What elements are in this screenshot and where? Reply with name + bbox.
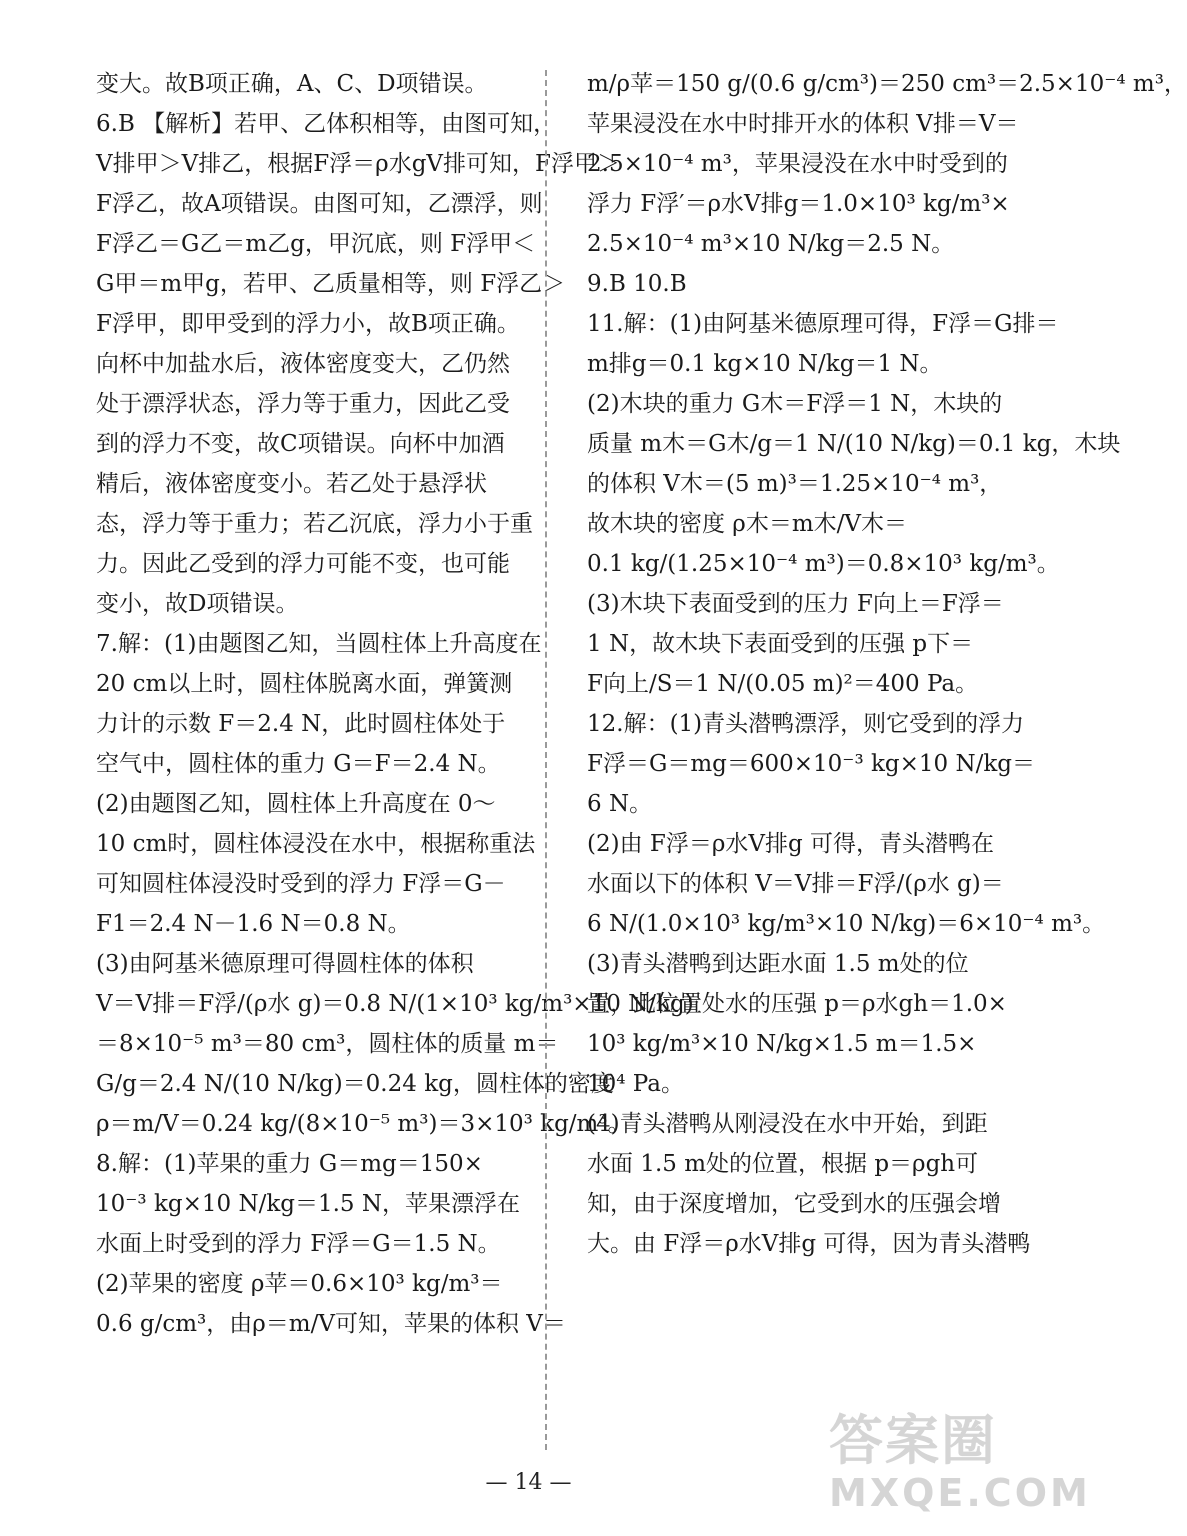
- text-line: 20 cm以上时，圆柱体脱离水面，弹簧测: [96, 671, 513, 697]
- text-line: 态，浮力等于重力；若乙沉底，浮力小于重: [96, 511, 533, 537]
- text-line: ＝8×10⁻⁵ m³＝80 cm³，圆柱体的质量 m＝: [96, 1031, 559, 1057]
- text-line: 变大。故B项正确，A、C、D项错误。: [96, 71, 488, 97]
- text-line: 水面 1.5 m处的位置，根据 p＝ρgh可: [587, 1151, 979, 1177]
- watermark-bottom-text: MXQE.COM: [829, 1471, 1091, 1515]
- text-line: 可知圆柱体浸没时受到的浮力 F浮＝G－: [96, 871, 506, 897]
- column-divider: [545, 70, 547, 1450]
- text-line: G/g＝2.4 N/(10 N/kg)＝0.24 kg，圆柱体的密度: [96, 1071, 614, 1097]
- text-line: F浮乙＝G乙＝m乙g，甲沉底，则 F浮甲＜: [96, 231, 536, 257]
- right-column: [587, 64, 1187, 1264]
- text-line: 的体积 V木＝(5 m)³＝1.25×10⁻⁴ m³，: [587, 471, 1003, 497]
- text-line: V排甲＞V排乙，根据F浮＝ρ水gV排可知，F浮甲＞: [96, 151, 620, 177]
- text-line: (2)苹果的密度 ρ苹＝0.6×10³ kg/m³＝: [96, 1271, 503, 1297]
- watermark-logo: [829, 1398, 1091, 1518]
- text-line: 9.B 10.B: [587, 271, 687, 297]
- watermark-top-text: 答案圈: [829, 1409, 997, 1472]
- text-line: 2.5×10⁻⁴ m³×10 N/kg＝2.5 N。: [587, 231, 955, 257]
- text-line: (3)木块下表面受到的压力 F向上＝F浮＝: [587, 591, 1004, 617]
- text-line: 10⁴ Pa。: [587, 1071, 684, 1097]
- text-line: 1 N，故木块下表面受到的压强 p下＝: [587, 631, 974, 657]
- text-line: 2.5×10⁻⁴ m³，苹果浸没在水中时受到的: [587, 151, 1008, 177]
- text-line: 10⁻³ kg×10 N/kg＝1.5 N，苹果漂浮在: [96, 1191, 520, 1217]
- text-line: 11.解：(1)由阿基米德原理可得，F浮＝G排＝: [587, 311, 1059, 337]
- text-line: 10 cm时，圆柱体浸没在水中，根据称重法: [96, 831, 536, 857]
- text-line: 空气中，圆柱体的重力 G＝F＝2.4 N。: [96, 751, 501, 777]
- text-line: 6.B 【解析】若甲、乙体积相等，由图可知，: [96, 111, 557, 137]
- text-line: F向上/S＝1 N/(0.05 m)²＝400 Pa。: [587, 671, 979, 697]
- text-line: 6 N。: [587, 791, 653, 817]
- text-line: 变小，故D项错误。: [96, 591, 299, 617]
- text-line: 力计的示数 F＝2.4 N，此时圆柱体处于: [96, 711, 506, 737]
- text-line: 质量 m木＝G木/g＝1 N/(10 N/kg)＝0.1 kg，木块: [587, 431, 1121, 457]
- text-line: (2)由 F浮＝ρ水V排g 可得，青头潜鸭在: [587, 831, 995, 857]
- text-line: (2)木块的重力 G木＝F浮＝1 N，木块的: [587, 391, 1003, 417]
- text-line: F浮乙，故A项错误。由图可知，乙漂浮，则: [96, 191, 543, 217]
- text-line: 故木块的密度 ρ木＝m木/V木＝: [587, 511, 908, 537]
- text-line: F浮＝G＝mg＝600×10⁻³ kg×10 N/kg＝: [587, 751, 1036, 777]
- text-line: V＝V排＝F浮/(ρ水 g)＝0.8 N/(1×10³ kg/m³×10 N/kg): [96, 991, 694, 1017]
- text-line: 到的浮力不变，故C项错误。向杯中加酒: [96, 431, 505, 457]
- text-line: (3)青头潜鸭到达距水面 1.5 m处的位: [587, 951, 969, 977]
- text-line: 处于漂浮状态，浮力等于重力，因此乙受: [96, 391, 510, 417]
- text-line: (2)由题图乙知，圆柱体上升高度在 0～: [96, 791, 496, 817]
- text-line: F1＝2.4 N－1.6 N＝0.8 N。: [96, 911, 411, 937]
- text-line: 大。由 F浮＝ρ水V排g 可得，因为青头潜鸭: [587, 1231, 1031, 1257]
- text-line: m排g＝0.1 kg×10 N/kg＝1 N。: [587, 351, 943, 377]
- text-line: (3)由阿基米德原理可得圆柱体的体积: [96, 951, 474, 977]
- text-line: 置，此位置处水的压强 p＝ρ水gh＝1.0×: [587, 991, 1007, 1017]
- text-line: G甲＝m甲g，若甲、乙质量相等，则 F浮乙＞: [96, 271, 566, 297]
- text-line: 力。因此乙受到的浮力可能不变，也可能: [96, 551, 510, 577]
- text-line: 浮力 F浮′＝ρ水V排g＝1.0×10³ kg/m³×: [587, 191, 1010, 217]
- text-line: F浮甲，即甲受到的浮力小，故B项正确。: [96, 311, 520, 337]
- text-line: 知，由于深度增加，它受到水的压强会增: [587, 1191, 1001, 1217]
- text-line: (4)青头潜鸭从刚浸没在水中开始，到距: [587, 1111, 988, 1137]
- text-line: 7.解：(1)由题图乙知，当圆柱体上升高度在: [96, 631, 542, 657]
- text-line: 向杯中加盐水后，液体密度变大，乙仍然: [96, 351, 510, 377]
- text-line: 6 N/(1.0×10³ kg/m³×10 N/kg)＝6×10⁻⁴ m³。: [587, 911, 1106, 937]
- text-line: 12.解：(1)青头潜鸭漂浮，则它受到的浮力: [587, 711, 1025, 737]
- text-line: 水面上时受到的浮力 F浮＝G＝1.5 N。: [96, 1231, 501, 1257]
- text-line: 0.1 kg/(1.25×10⁻⁴ m³)＝0.8×10³ kg/m³。: [587, 551, 1060, 577]
- text-line: 10³ kg/m³×10 N/kg×1.5 m＝1.5×: [587, 1031, 977, 1057]
- page-number: — 14 —: [485, 1470, 572, 1495]
- text-line: 精后，液体密度变小。若乙处于悬浮状: [96, 471, 487, 497]
- text-line: m/ρ苹＝150 g/(0.6 g/cm³)＝250 cm³＝2.5×10⁻⁴ m³，: [587, 71, 1187, 97]
- text-line: 8.解：(1)苹果的重力 G＝mg＝150×: [96, 1151, 483, 1177]
- text-line: 苹果浸没在水中时排开水的体积 V排＝V＝: [587, 111, 1019, 137]
- text-line: ρ＝m/V＝0.24 kg/(8×10⁻⁵ m³)＝3×10³ kg/m³。: [96, 1111, 631, 1137]
- text-line: 0.6 g/cm³，由ρ＝m/V可知，苹果的体积 V＝: [96, 1311, 566, 1337]
- text-line: 水面以下的体积 V＝V排＝F浮/(ρ水 g)＝: [587, 871, 1004, 897]
